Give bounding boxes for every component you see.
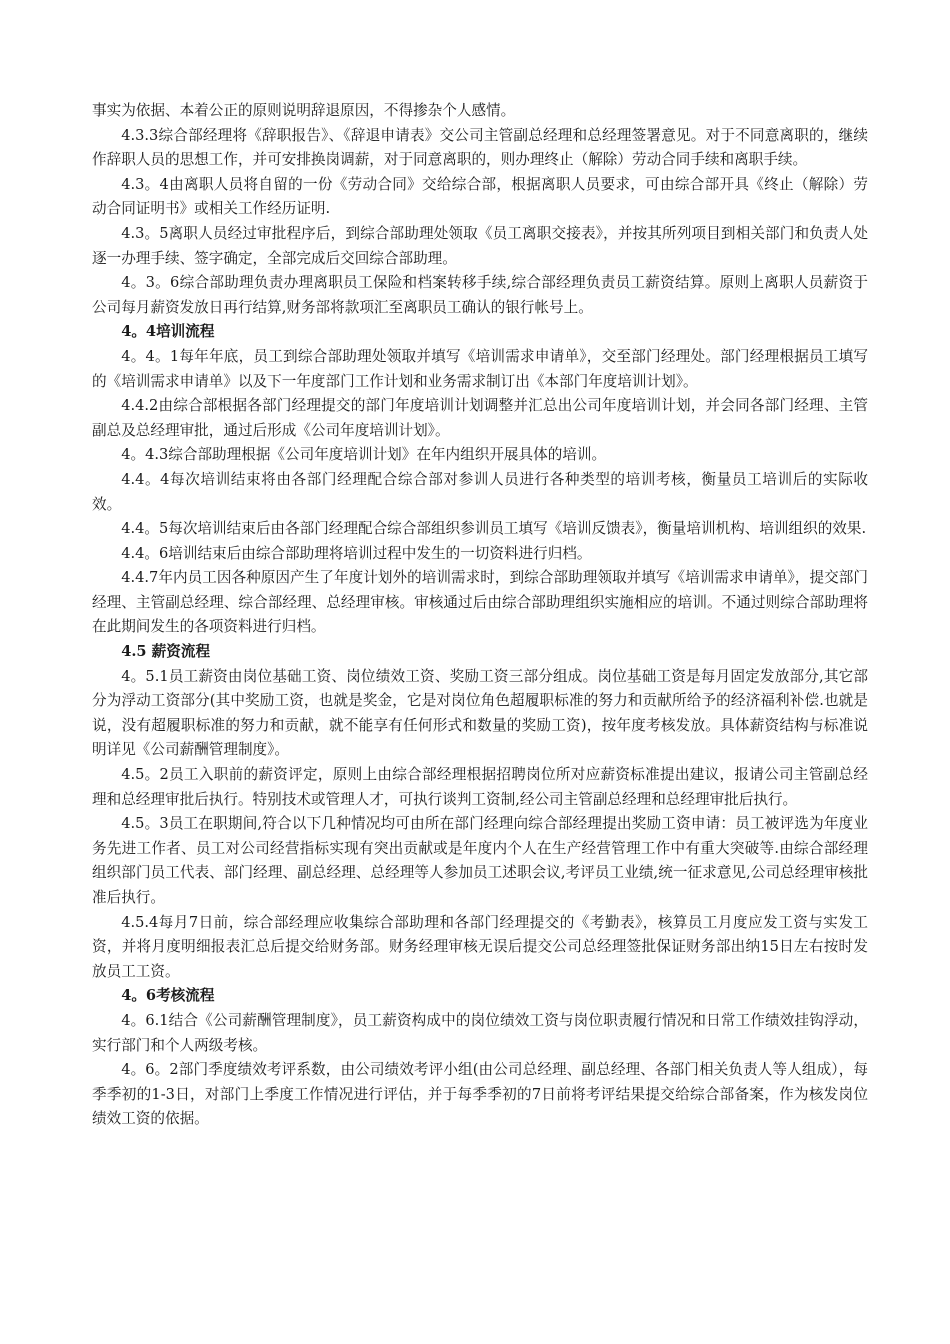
paragraph: 4.3。4由离职人员将自留的一份《劳动合同》交给综合部，根据离职人员要求，可由综合部开具《终止（解除）劳动合同证明书》或相关工作经历证明. [92,175,868,218]
paragraph: 4.3.3综合部经理将《辞职报告》、《辞退申请表》交公司主管副总经理和总经理签署意见。对于不同意离职的，继续作辞职人员的思想工作，并可安排换岗调薪，对于同意离职的，则办理终止（解除）劳动合同手续和离职手续。 [92,126,868,169]
paragraph: 4。6.1结合《公司薪酬管理制度》，员工薪资构成中的岗位绩效工资与岗位职责履行情况和日常工作绩效挂钩浮动，实行部门和个人两级考核。 [92,1011,868,1054]
paragraph: 4.4.7年内员工因各种原因产生了年度计划外的培训需求时，到综合部助理领取并填写《培训需求申请单》，提交部门经理、主管副总经理、综合部经理、总经理审核。审核通过后由综合部助理组织实施相应的培训。不通过则综合部助理将在此期间发生的各项资料进行归档。 [92,569,868,636]
paragraph: 4.4.2由综合部根据各部门经理提交的部门年度培训计划调整并汇总出公司年度培训计划，并会同各部门经理、主管副总及总经理审批，通过后形成《公司年度培训计划》。 [92,397,868,439]
paragraph: 4.4。4每次培训结束将由各部门经理配合综合部对参训人员进行各种类型的培训考核，衡量员工培训后的实际收效。 [92,470,868,513]
document-page [92,99,868,1132]
section-heading-assessment: 4。6考核流程 [121,987,215,1005]
paragraph: 4。4.3综合部助理根据《公司年度培训计划》在年内组织开展具体的培训。 [121,446,607,464]
paragraph: 4.5.4每月7日前，综合部经理应收集综合部助理和各部门经理提交的《考勤表》，核算员工月度应发工资与实发工资，并将月度明细报表汇总后提交给财务部。财务经理审核无误后提交公司总经理签批保证财务部出纳15日左右按时发放员工工资。 [92,913,868,980]
paragraph: 4.4。6培训结束后由综合部助理将培训过程中发生的一切资料进行归档。 [121,544,592,562]
paragraph: 4.5。3员工在职期间,符合以下几种情况均可由所在部门经理向综合部经理提出奖励工资申请：员工被评选为年度业务先进工作者、员工对公司经营指标实现有突出贡献或是年度内个人在生产经营管理工作中有重大突破等.由综合部经理组织部门员工代表、部门经理、副总经理、总经理等人参加员工述职会议,考评员工业绩,统一征求意见,公司总经理审核批准后执行。 [92,815,868,906]
paragraph: 4。4。1每年年底，员工到综合部助理处领取并填写《培训需求申请单》，交至部门经理处。部门经理根据员工填写的《培训需求申请单》以及下一年度部门工作计划和业务需求制订出《本部门年度培训计划》。 [92,347,868,390]
paragraph: 4。6。2部门季度绩效考评系数，由公司绩效考评小组(由公司总经理、副总经理、各部门相关负责人等人组成），每季季初的1-3日，对部门上季度工作情况进行评估，并于每季季初的7日前将考评结果提交给综合部备案，作为核发岗位绩效工资的依据。 [92,1061,868,1128]
paragraph: 4。3。6综合部助理负责办理离职员工保险和档案转移手续,综合部经理负责员工薪资结算。原则上离职人员薪资于公司每月薪资发放日再行结算,财务部将款项汇至离职员工确认的银行帐号上。 [92,274,868,316]
section-heading-salary: 4.5 薪资流程 [121,643,211,661]
section-heading-training: 4。4培训流程 [121,323,215,341]
paragraph: 4.5。2员工入职前的薪资评定，原则上由综合部经理根据招聘岗位所对应薪资标准提出建议，报请公司主管副总经理和总经理审批后执行。特别技术或管理人才，可执行谈判工资制,经公司主管副总经理和总经理审批后执行。 [92,766,868,808]
paragraph: 4.3。5离职人员经过审批程序后，到综合部助理处领取《员工离职交接表》，并按其所列项目到相关部门和负责人处逐一办理手续、签字确定，全部完成后交回综合部助理。 [92,224,868,267]
paragraph: 4.4。5每次培训结束后由各部门经理配合综合部组织参训员工填写《培训反馈表》，衡量培训机构、培训组织的效果. [121,520,867,538]
paragraph: 事实为依据、本着公正的原则说明辞退原因，不得掺杂个人感情。 [92,102,516,119]
paragraph: 4。5.1员工薪资由岗位基础工资、岗位绩效工资、奖励工资三部分组成。岗位基础工资是每月固定发放部分,其它部分为浮动工资部分(其中奖励工资，也就是奖金，它是对岗位角色超履职标准的努力和贡献所给予的经济福利补偿.也就是说，没有超履职标准的努力和贡献，就不能享有任何形式和数量的奖励工资)，按年度考核发放。具体薪资结构与标准说明详见《公司薪酬管理制度》。 [92,667,868,759]
